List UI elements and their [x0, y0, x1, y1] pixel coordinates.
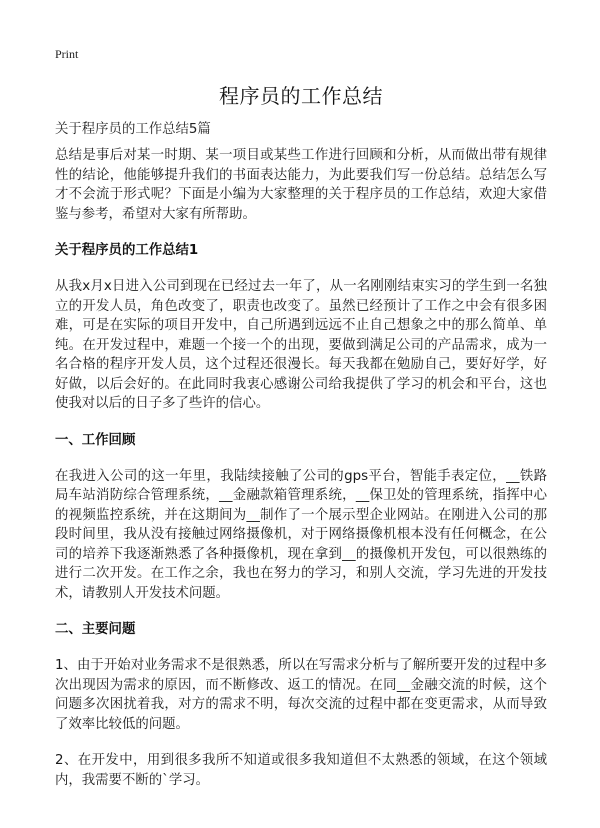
- print-label[interactable]: Print: [55, 47, 79, 61]
- section-heading-summary-1: 关于程序员的工作总结1: [55, 243, 199, 258]
- section-heading-work-review: 一、工作回顾: [55, 432, 136, 448]
- document-body: [55, 146, 547, 807]
- work-review-paragraph: 在我进入公司的这一年里，我陆续接触了公司的gps平台，智能手表定位，__铁路局车站消防综合管理系统，__金融款箱管理系统，__保卫处的管理系统，指挥中心的视频监控系统，并在这期间为__制作了一个展示型企业网站。在刚进入公司的那段时间里，我从没有接触过网络摄像机，对于网络摄像机根本没有任何概念，在公司的培养下我逐渐熟悉了各种摄像机，现在拿到__的摄像机开发包，可以很熟练的进行二次开发。在工作之余，我也在努力的学习，和别人交流，学习先进的开发技术，请教别人开发技术问题。: [55, 468, 547, 601]
- section-heading-main-issues: 二、主要问题: [55, 622, 136, 637]
- document-subtitle: 关于程序员的工作总结5篇: [55, 122, 211, 137]
- main-issue-item: 2、在开发中，用到很多我所不知道或很多我知道但不太熟悉的领域，在这个领域内，我需要不断的`学习。: [55, 753, 547, 788]
- document-title: 程序员的工作总结: [219, 84, 383, 108]
- main-issue-item: 1、由于开始对业务需求不是很熟悉，所以在写需求分析与了解所要开发的过程中多次出现因为需求的原因，而不断修改、返工的情况。在同__金融交流的时候，这个问题多次困扰着我，对方的需求不明，每次交流的过程中都在变更需求，从而导致了效率比较低的问题。: [55, 658, 547, 732]
- summary-1-paragraph: 从我x月x日进入公司到现在已经过去一年了，从一名刚刚结束实习的学生到一名独立的开发人员，角色改变了，职责也改变了。虽然已经预计了工作之中会有很多困难，可是在实际的项目开发中，自己所遇到远远不止自己想象之中的那么简单、单纯。在开发过程中，难题一个接一个的出现，要做到满足公司的产品需求，成为一名合格的程序开发人员，这个过程还很漫长。每天我都在勉励自己，要好好学，好好做，以后会好的。在此同时我衷心感谢公司给我提供了学习的机会和平台，这也使我对以后的日子多了些许的信心。: [55, 279, 547, 411]
- intro-paragraph: 总结是事后对某一时期、某一项目或某些工作进行回顾和分析，从而做出带有规律性的结论，他能够提升我们的书面表达能力，为此要我们写一份总结。总结怎么写才不会流于形式呢？下面是小编为大家整理的关于程序员的工作总结，欢迎大家借鉴与参考，希望对大家有所帮助。: [55, 148, 547, 222]
